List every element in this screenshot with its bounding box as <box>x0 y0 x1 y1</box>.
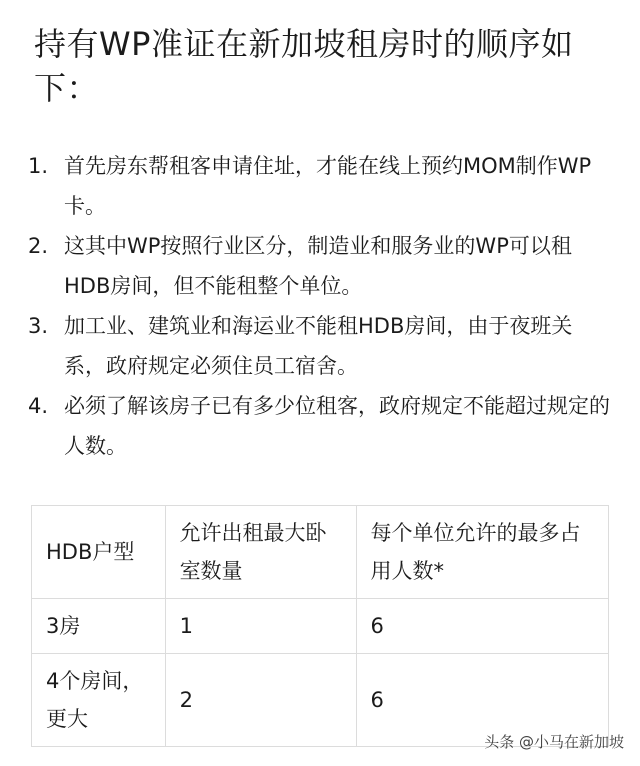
step-number: 1. <box>28 154 49 178</box>
steps-list <box>28 146 618 466</box>
table-cell: 3房 <box>32 599 166 654</box>
header-cell-max-bedrooms: 允许出租最大卧室数量 <box>165 506 356 599</box>
table-row <box>32 599 609 654</box>
step-text: 首先房东帮租客申请住址，才能在线上预约MOM制作WP卡。 <box>64 154 592 218</box>
step-text: 这其中WP按照行业区分，制造业和服务业的WP可以租HDB房间，但不能租整个单位。 <box>64 234 572 298</box>
step-item <box>28 226 618 306</box>
header-cell-flat-type: HDB户型 <box>32 506 166 599</box>
step-item <box>28 306 618 386</box>
occupancy-table <box>31 505 609 747</box>
step-number: 4. <box>28 394 49 418</box>
step-item <box>28 386 618 466</box>
step-number: 2. <box>28 234 49 258</box>
step-item <box>28 146 618 226</box>
table-cell: 2 <box>165 654 356 747</box>
table-header-row <box>32 506 609 599</box>
table-cell: 6 <box>356 599 609 654</box>
article-title: 持有WP准证在新加坡租房时的顺序如下： <box>34 25 574 107</box>
header-cell-max-occupants: 每个单位允许的最多占用人数* <box>356 506 609 599</box>
table-cell: 1 <box>165 599 356 654</box>
step-text: 加工业、建筑业和海运业不能租HDB房间，由于夜班关系，政府规定必须住员工宿舍。 <box>64 314 573 378</box>
step-text: 必须了解该房子已有多少位租客，政府规定不能超过规定的人数。 <box>64 394 610 458</box>
step-number: 3. <box>28 314 49 338</box>
table-cell: 6 <box>356 654 609 747</box>
author-watermark: 头条 @小马在新加坡 <box>484 733 624 751</box>
table-cell: 4个房间，更大 <box>32 654 166 747</box>
